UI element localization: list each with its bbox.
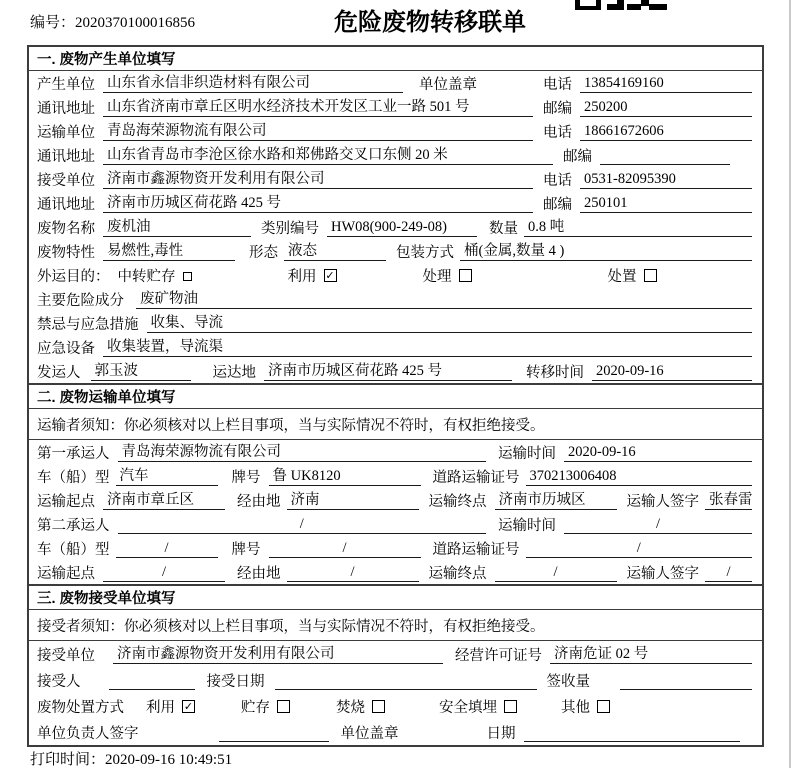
transport-time2-label: 运输时间 <box>498 517 556 534</box>
purpose-disposal-checkbox <box>644 269 657 282</box>
via1-value: 济南 <box>287 490 419 510</box>
destination-label: 运达地 <box>212 364 256 381</box>
disposal-recycle-checkbox: ✓ <box>183 699 194 713</box>
section-transporter <box>29 383 762 584</box>
equipment-row <box>29 335 762 359</box>
transfer-time-value: 2020-09-16 <box>592 361 752 381</box>
category-label: 类别编号 <box>261 220 319 237</box>
disposal-incinerate-label: 焚烧 <box>336 699 365 716</box>
disposal-other-label: 其他 <box>561 699 590 716</box>
print-time-line <box>30 748 232 768</box>
producer-label: 产生单位 <box>37 76 95 93</box>
receiving-unit-label: 接受单位 <box>37 647 95 664</box>
receiver-phone-value: 0531-82095390 <box>580 169 752 189</box>
road-cert1-label: 道路运输证号 <box>432 469 520 486</box>
transfer-form-table <box>27 45 764 747</box>
plate2-label: 牌号 <box>231 541 261 558</box>
disposal-recycle-label: 利用 <box>146 699 175 716</box>
recipient-label: 接受人 <box>37 673 81 690</box>
disposal-method-label: 废物处置方式 <box>37 699 124 716</box>
receiver-notice: 接受者须知：你必须核对以上栏目事项，当与实际情况不符时，有权拒绝接受。 <box>29 610 762 641</box>
waste-name-value: 废机油 <box>103 217 251 237</box>
receiver-value: 济南市鑫源物资开发利用有限公司 <box>103 169 533 189</box>
equipment-label: 应急设备 <box>37 340 95 357</box>
received-amount-value <box>620 670 752 690</box>
shipper-value: 郭玉波 <box>91 361 191 381</box>
serial-value: 2020370100016856 <box>75 15 196 31</box>
disposal-landfill-label: 安全填埋 <box>439 699 497 716</box>
window-edge-line <box>789 0 791 768</box>
transporter-address-label: 通讯地址 <box>37 148 95 165</box>
origin1-value: 济南市章丘区 <box>103 490 225 510</box>
end2-label: 运输终点 <box>428 565 487 582</box>
sign1-label: 运输人签字 <box>626 493 699 510</box>
emergency-label: 禁忌与应急措施 <box>37 316 139 333</box>
purpose-treatment-checkbox <box>459 269 472 282</box>
quantity-label: 数量 <box>489 220 518 237</box>
manager-signature-row <box>29 719 762 745</box>
waste-name-row <box>29 215 762 239</box>
road-cert2-value: / <box>526 538 753 558</box>
received-amount-label: 签收量 <box>546 673 590 690</box>
end1-label: 运输终点 <box>428 493 487 510</box>
section2-title: 二. 废物运输单位填写 <box>29 385 762 409</box>
vehicle1-value: 汽车 <box>116 466 218 486</box>
hazard-row <box>29 287 762 311</box>
document-header <box>0 0 796 45</box>
manager-sign-label: 单位负责人签字 <box>37 725 139 742</box>
origin2-value: / <box>103 562 225 582</box>
receiving-unit-value: 济南市鑫源物资开发利用有限公司 <box>113 644 443 664</box>
purpose-option-treatment-label: 处理 <box>422 268 452 285</box>
state-label: 形态 <box>249 244 278 261</box>
disposal-method-row <box>29 693 762 719</box>
via2-label: 经由地 <box>237 565 281 582</box>
print-time-label: 打印时间： <box>30 752 106 768</box>
permit-value: 济南危证 02 号 <box>550 644 752 664</box>
manager-sign-value <box>219 722 329 742</box>
producer-row <box>29 71 762 95</box>
emergency-row <box>29 311 762 335</box>
seal-date-value <box>524 722 741 742</box>
category-value: HW08(900-249-08) <box>327 217 477 237</box>
route1-row <box>29 488 762 512</box>
sign2-label: 运输人签字 <box>626 565 699 582</box>
producer-address-value: 山东省济南市章丘区明水经济技术开发区工业一路 501 号 <box>103 97 533 117</box>
disposal-landfill-checkbox <box>504 700 517 713</box>
print-time-value: 2020-09-16 10:49:51 <box>105 752 233 768</box>
receiver-address-row <box>29 191 762 215</box>
waste-traits-row <box>29 239 762 263</box>
receive-date-value <box>275 670 537 690</box>
vehicle2-value: / <box>116 538 218 558</box>
via2-value: / <box>287 562 419 582</box>
purpose-option-recycle-label: 利用 <box>287 268 317 285</box>
route2-row <box>29 560 762 584</box>
receiving-unit-row <box>29 641 762 667</box>
packing-label: 包装方式 <box>396 244 454 261</box>
unit-seal-label: 单位盖章 <box>419 76 477 93</box>
receiver-label: 接受单位 <box>37 172 95 189</box>
origin2-label: 运输起点 <box>37 565 95 582</box>
receiver-zip-label: 邮编 <box>543 196 572 213</box>
receiver-row <box>29 167 762 191</box>
first-carrier-value: 青岛海荣源物流有限公司 <box>118 442 487 462</box>
producer-value: 山东省永信非织造材料有限公司 <box>103 73 403 93</box>
state-value: 液态 <box>284 241 386 261</box>
vehicle1-row <box>29 464 762 488</box>
traits-label: 废物特性 <box>37 244 95 261</box>
origin1-label: 运输起点 <box>37 493 95 510</box>
section1-title: 一. 废物产生单位填写 <box>29 47 762 71</box>
receiver-phone-label: 电话 <box>543 172 572 189</box>
transporter-zip-label: 邮编 <box>563 148 592 165</box>
transporter-value: 青岛海荣源物流有限公司 <box>103 121 533 141</box>
transport-time1-label: 运输时间 <box>498 445 556 462</box>
traits-value: 易燃性,毒性 <box>103 241 235 261</box>
sign1-value: 张春雷 <box>705 490 752 510</box>
destination-value: 济南市历城区荷花路 425 号 <box>264 361 512 381</box>
producer-zip-value: 250200 <box>580 97 752 117</box>
first-carrier-label: 第一承运人 <box>37 445 110 462</box>
quantity-value: 0.8 吨 <box>524 217 752 237</box>
end2-value: / <box>495 562 617 582</box>
permit-label: 经营许可证号 <box>455 647 542 664</box>
purpose-row <box>29 263 762 287</box>
producer-address-label: 通讯地址 <box>37 100 95 117</box>
qr-code-icon <box>575 0 667 10</box>
transfer-time-label: 转移时间 <box>526 364 584 381</box>
plate2-value: / <box>269 538 421 558</box>
road-cert2-label: 道路运输证号 <box>432 541 520 558</box>
packing-value: 桶(金属,数量 4 ) <box>460 241 752 261</box>
vehicle2-row <box>29 536 762 560</box>
producer-phone-label: 电话 <box>543 76 572 93</box>
disposal-storage-label: 贮存 <box>241 699 270 716</box>
transporter-address-value: 山东省青岛市李沧区徐水路和郑佛路交叉口东侧 20 米 <box>103 145 553 165</box>
equipment-value: 收集装置，导流渠 <box>103 337 752 357</box>
producer-zip-label: 邮编 <box>543 100 572 117</box>
seal-date-label: 日期 <box>486 725 516 742</box>
transporter-phone-value: 18661672606 <box>580 121 752 141</box>
purpose-transfer-storage-checkbox <box>183 272 192 281</box>
hazard-label: 主要危险成分 <box>37 292 124 309</box>
hazard-value: 废矿物油 <box>136 289 752 309</box>
transporter-label: 运输单位 <box>37 124 95 141</box>
transporter-row <box>29 119 762 143</box>
receiver-address-value: 济南市历城区荷花路 425 号 <box>103 193 533 213</box>
section-receiver <box>29 584 762 745</box>
shipper-row <box>29 359 762 383</box>
receiver-seal-label: 单位盖章 <box>340 725 399 742</box>
purpose-label: 外运目的： <box>37 268 110 285</box>
end1-value: 济南市历城区 <box>495 490 617 510</box>
receive-date-label: 接受日期 <box>206 673 265 690</box>
road-cert1-value: 370213006408 <box>526 466 753 486</box>
producer-address-row <box>29 95 762 119</box>
receiver-address-label: 通讯地址 <box>37 196 95 213</box>
page-title: 危险废物转移联单 <box>334 9 526 36</box>
purpose-option-transfer-storage-label: 中转贮存 <box>117 268 176 285</box>
receiver-zip-value: 250101 <box>580 193 752 213</box>
producer-phone-value: 13854169160 <box>580 73 752 93</box>
waste-name-label: 废物名称 <box>37 220 95 237</box>
transporter-phone-label: 电话 <box>543 124 572 141</box>
transporter-address-row <box>29 143 762 167</box>
section-producer <box>29 47 762 383</box>
plate1-value: 鲁 UK8120 <box>269 466 421 486</box>
transport-time2-value: / <box>564 514 752 534</box>
recipient-row <box>29 667 762 693</box>
first-carrier-row <box>29 440 762 464</box>
serial-label: 编号： <box>30 15 76 31</box>
transporter-zip-value <box>600 145 730 165</box>
second-carrier-value: / <box>118 514 487 534</box>
second-carrier-label: 第二承运人 <box>37 517 110 534</box>
vehicle2-label: 车（船）型 <box>37 541 110 558</box>
recipient-value <box>109 670 195 690</box>
plate1-label: 牌号 <box>231 469 261 486</box>
shipper-label: 发运人 <box>37 364 81 381</box>
transporter-notice: 运输者须知：你必须核对以上栏目事项，当与实际情况不符时，有权拒绝接受。 <box>29 409 762 440</box>
purpose-option-disposal-label: 处置 <box>607 268 637 285</box>
second-carrier-row <box>29 512 762 536</box>
disposal-incinerate-checkbox <box>372 700 385 713</box>
sign2-value: / <box>705 562 752 582</box>
disposal-storage-checkbox <box>277 700 290 713</box>
emergency-value: 收集、导流 <box>147 313 753 333</box>
vehicle1-label: 车（船）型 <box>37 469 110 486</box>
section3-title: 三. 废物接受单位填写 <box>29 586 762 610</box>
purpose-recycle-checkbox: ✓ <box>325 268 335 282</box>
disposal-other-checkbox <box>597 700 610 713</box>
transport-time1-value: 2020-09-16 <box>564 442 752 462</box>
via1-label: 经由地 <box>237 493 281 510</box>
